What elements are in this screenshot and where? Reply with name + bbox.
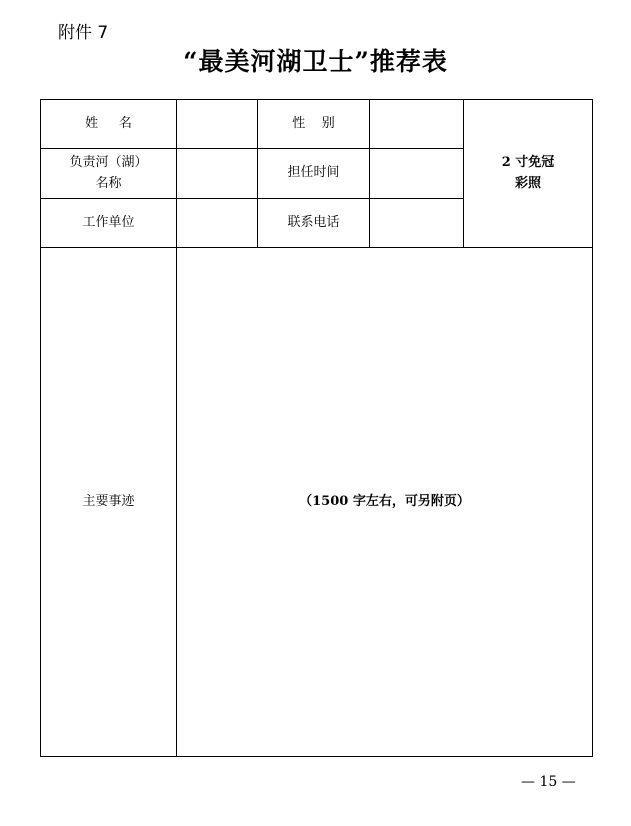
page-title: “最美河湖卫士”推荐表 bbox=[183, 47, 448, 76]
page-number: — 15 — bbox=[521, 774, 576, 790]
attachment-label: 附件 7 bbox=[58, 23, 109, 43]
deeds-hint: （1500 字左右，可另附页） bbox=[299, 493, 470, 509]
workplace-label-cell bbox=[41, 199, 177, 248]
workplace-label: 工作单位 bbox=[82, 214, 135, 230]
photo-cell[interactable] bbox=[464, 100, 593, 248]
phone-label-cell bbox=[258, 199, 370, 248]
tenure-value-cell[interactable] bbox=[370, 149, 464, 199]
deeds-label-cell bbox=[41, 248, 177, 757]
photo-label-line1: 2 寸免冠 bbox=[501, 155, 555, 171]
phone-value-cell[interactable] bbox=[370, 199, 464, 248]
gender-label: 性 别 bbox=[292, 115, 335, 131]
recommendation-form-table bbox=[40, 99, 593, 757]
deeds-value-cell[interactable] bbox=[177, 248, 593, 757]
gender-label-cell bbox=[258, 100, 370, 149]
river-label-line1: 负责河（湖） bbox=[69, 155, 148, 171]
tenure-label: 担任时间 bbox=[287, 165, 340, 181]
tenure-label-cell bbox=[258, 149, 370, 199]
photo-label-line2: 彩照 bbox=[514, 175, 541, 191]
river-label-cell bbox=[41, 149, 177, 199]
name-value-cell[interactable] bbox=[177, 100, 258, 149]
deeds-label: 主要事迹 bbox=[82, 493, 135, 509]
name-label: 姓 名 bbox=[85, 115, 132, 131]
phone-label: 联系电话 bbox=[287, 214, 340, 230]
name-label-cell bbox=[41, 100, 177, 149]
river-label-line2: 名称 bbox=[95, 175, 122, 191]
river-value-cell[interactable] bbox=[177, 149, 258, 199]
workplace-value-cell[interactable] bbox=[177, 199, 258, 248]
gender-value-cell[interactable] bbox=[370, 100, 464, 149]
